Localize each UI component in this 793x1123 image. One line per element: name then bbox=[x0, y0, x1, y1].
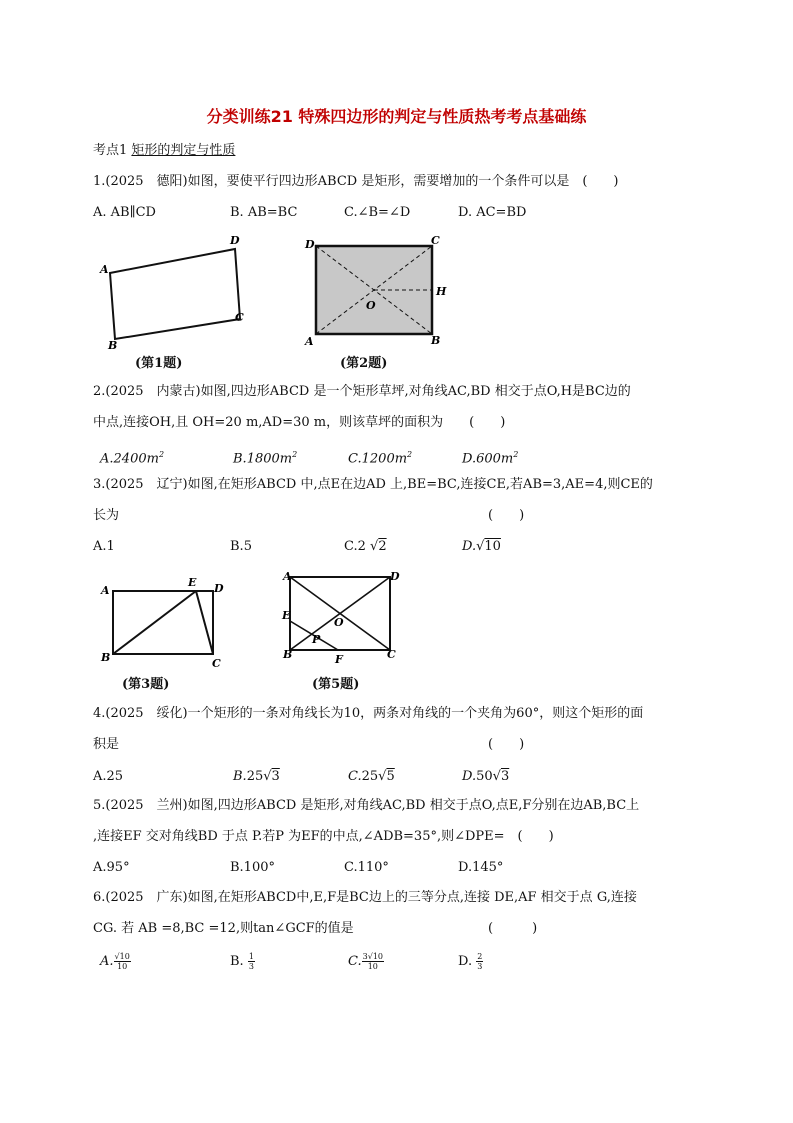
section-heading bbox=[93, 142, 235, 160]
q3-option-a: A.1 bbox=[93, 539, 115, 554]
q5-option-a: A.95° bbox=[93, 860, 130, 875]
fig3-caption: (第3题) bbox=[122, 677, 170, 692]
q2-option-d: $D.600m^2$ bbox=[462, 450, 519, 467]
fig1-label-a: A bbox=[100, 263, 109, 276]
fig2-label-h: H bbox=[436, 285, 447, 298]
fig1-label-b: B bbox=[108, 339, 118, 350]
question-3-line-2: 长为 bbox=[93, 508, 120, 523]
question-4-line-1: 4.(2025 绥化)一个矩形的一条对角线长为10，两条对角线的一个夹角为60°，则这个矩形的面 bbox=[93, 706, 644, 721]
question-3-line-1: 3.(2025 辽宁)如图,在矩形ABCD 中,点E在边AD 上,BE=BC,连接CE,若AB=3,AE=4,则CE的 bbox=[93, 477, 653, 492]
fig3-label-e: E bbox=[188, 576, 197, 589]
fig5-label-c: C bbox=[387, 648, 396, 661]
q2-option-b: $B.1800m^2$ bbox=[233, 450, 298, 467]
q1-option-a: A. AB∥CD bbox=[93, 205, 156, 220]
fig2-label-b: B bbox=[431, 334, 441, 347]
q2-option-c: $C.1200m^2$ bbox=[348, 450, 413, 467]
fig1-label-d: D bbox=[230, 234, 240, 247]
fig3-label-a: A bbox=[101, 584, 110, 597]
fig3-segment-ec bbox=[196, 591, 213, 654]
fig5-label-e: E bbox=[282, 609, 291, 622]
q1-option-d: D. AC=BD bbox=[458, 205, 527, 220]
fig1-parallelogram bbox=[110, 249, 240, 339]
fig2-caption: (第2题) bbox=[340, 356, 388, 371]
fig5-label-a: A bbox=[283, 570, 292, 583]
fig5-label-d: D bbox=[390, 570, 400, 583]
fig3-segment-be bbox=[113, 591, 196, 654]
fig5-label-f: F bbox=[335, 653, 343, 666]
q6-option-c: C. $\frac{3√10}{10}$ bbox=[348, 952, 383, 971]
q6-option-b: B. $\frac{1}{3}$ bbox=[230, 952, 254, 971]
fig5-label-o: O bbox=[334, 616, 344, 629]
q4-option-b: B.25√3 bbox=[233, 769, 280, 784]
question-2-line-2: 中点,连接OH,且 OH=20 m,AD=30 m，则该草坪的面积为 ( ) bbox=[93, 415, 506, 430]
fig2-label-a: A bbox=[305, 335, 314, 348]
q5-option-b: B.100° bbox=[230, 860, 275, 875]
q5-option-c: C.110° bbox=[344, 860, 389, 875]
q3-option-b: B.5 bbox=[230, 539, 252, 554]
fig1-caption: (第1题) bbox=[135, 356, 183, 371]
question-2-line-1: 2.(2025 内蒙古)如图,四边形ABCD 是一个矩形草坪,对角线AC,BD 相交于点O,H是BC边的 bbox=[93, 384, 631, 399]
q4-option-c: C.25√5 bbox=[348, 769, 395, 784]
q3-option-c: C.2 √2 bbox=[344, 539, 387, 554]
question-4-line-2: 积是 bbox=[93, 737, 120, 752]
q6-option-a: A. $\frac{√10}{10}$ bbox=[100, 952, 130, 971]
question-6-line-1: 6.(2025 广东)如图,在矩形ABCD中,E,F是BC边上的三等分点,连接 DE,AF 相交于点 G,连接 bbox=[93, 890, 637, 905]
fig2-label-d: D bbox=[305, 238, 315, 251]
fig3-label-b: B bbox=[101, 651, 111, 664]
question-4-paren: ( ) bbox=[488, 737, 525, 752]
question-3-paren: ( ) bbox=[488, 508, 525, 523]
q4-option-a: A.25 bbox=[93, 769, 124, 784]
section-name: 矩形的判定与性质 bbox=[131, 143, 236, 158]
fig3-label-c: C bbox=[212, 657, 221, 670]
figure-5 bbox=[280, 566, 410, 672]
fig3-label-d: D bbox=[214, 582, 224, 595]
q4-option-d: D.50√3 bbox=[462, 769, 510, 784]
fig2-label-o: O bbox=[366, 299, 376, 312]
question-1-text: 1.(2025 德阳)如图，要使平行四边形ABCD 是矩形，需要增加的一个条件可以是 ( ) bbox=[93, 174, 619, 189]
question-6-line-2: CG. 若 AB =8,BC =12,则tan∠GCF的值是 bbox=[93, 921, 354, 936]
question-6-paren: ( ) bbox=[488, 921, 538, 936]
figure-3 bbox=[95, 574, 235, 672]
q6-option-d: D. $\frac{2}{3}$ bbox=[458, 952, 483, 971]
question-5-line-1: 5.(2025 兰州)如图,四边形ABCD 是矩形,对角线AC,BD 相交于点O,点E,F分别在边AB,BC上 bbox=[93, 798, 640, 813]
q3-option-d: D.√10 bbox=[462, 539, 501, 554]
fig2-label-c: C bbox=[431, 234, 440, 247]
q5-option-d: D.145° bbox=[458, 860, 504, 875]
page-title: 分类训练21 特殊四边形的判定与性质热考考点基础练 bbox=[206, 107, 587, 126]
q1-option-c: C.∠B=∠D bbox=[344, 205, 411, 220]
figure-1 bbox=[95, 232, 255, 350]
question-5-line-2: ,连接EF 交对角线BD 于点 P.若P 为EF的中点,∠ADB=35°,则∠DPE= ( ) bbox=[93, 829, 554, 844]
fig5-label-p: P bbox=[312, 633, 321, 646]
fig5-caption: (第5题) bbox=[312, 677, 360, 692]
fig1-label-c: C bbox=[235, 311, 244, 324]
figure-2 bbox=[300, 232, 450, 350]
q1-option-b: B. AB=BC bbox=[230, 205, 298, 220]
fig5-label-b: B bbox=[283, 648, 293, 661]
q2-option-a: $A.2400m^2$ bbox=[100, 450, 165, 467]
section-prefix: 考点1 bbox=[93, 143, 132, 158]
